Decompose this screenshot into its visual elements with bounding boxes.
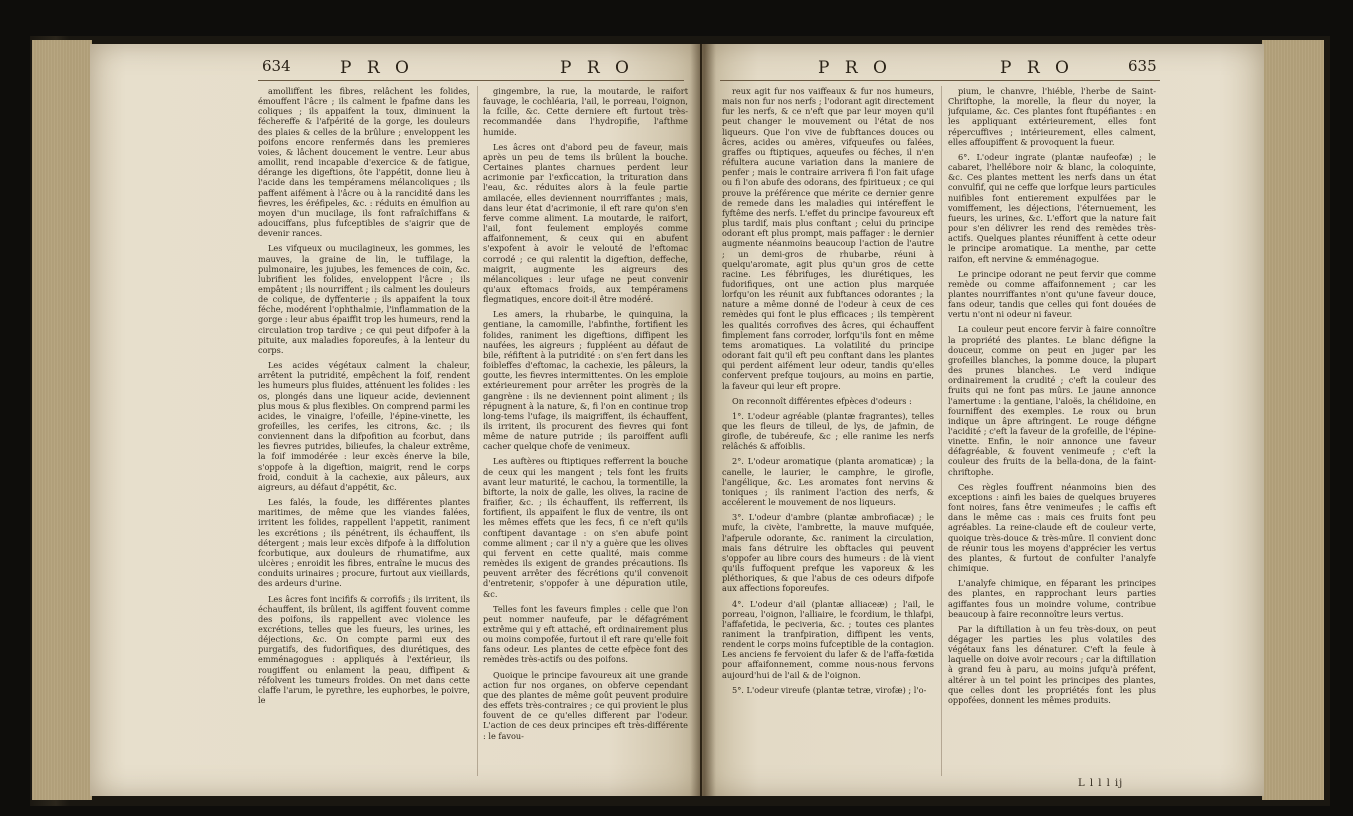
right-page-edges bbox=[1262, 40, 1324, 800]
paragraph: pium, le chanvre, l'hiéble, l'herbe de Saint-Chriftophe, la morelle, la fleur du noyer, la jufquiame, &c. Ces plantes font ftupéfiantes : en les appliquant extérieurement, elles font répercuffives ; intérieurement, elles calment, elles affoupiffent & provoquent la fueur. bbox=[948, 86, 1156, 147]
left-running-head-2: P R O bbox=[560, 58, 634, 78]
paragraph: Le principe odorant ne peut fervir que comme remède ou comme affaifonnement ; car les plantes nourriffantes n'ont qu'une faveur douce, fans odeur, tandis que celles qui font douées de vertu n'ont ni odeur ni faveur. bbox=[948, 268, 1156, 320]
paragraph: Ces règles fouffrent néanmoins bien des exceptions : ainfi les baies de quelques bruyeres font noires, fans être venimeufes ; le caffis eft dans le même cas : mais ces fruits font peu agréables. La reine-claude eft de couleur verte, quoique très-douce & très-mûre. Il convient donc de réunir tous les moyens d'apprécier les vertus des plantes, & furtout de confulter l'analyfe chimique. bbox=[948, 481, 1156, 574]
signature-mark: L l l l ij bbox=[1078, 778, 1124, 789]
paragraph: Les âcres font incififs & corrofifs ; ils irritent, ils échauffent, ils brûlent, ils agiffent fouvent comme des poifons, ils rappellent avec violence les excrétions, telles que les fueurs, les urines, les déjections, &c. On compte parmi eux des purgatifs, des fudorifiques, des diurétiques, des emménagogues : appliqués à l'extérieur, ils rougiffent ou enlament la peau, diffipent & réfolvent les tumeurs froides. On met dans cette claffe l'arum, le pyrethre, les euphorbes, le poivre, le bbox=[258, 593, 470, 706]
paragraph: 4°. L'odeur d'ail (plantæ alliaceæ) ; l'ail, le porreau, l'oignon, l'alliaire, le fcordium, le thlafpi, l'affafetida, le peciveria, &c. ; toutes ces plantes raniment la tranfpiration, diffipent les vents, rendent le corps moins fufceptible de la contagion. Les anciens fe fervoient du lafer & de l'affa-fœtida pour affaifonnement, comme nous-nous fervons aujourd'hui de l'ail & de l'oignon. bbox=[722, 598, 934, 680]
paragraph: 5°. L'odeur vireufe (plantæ tetræ, virofæ) ; l'o- bbox=[732, 684, 927, 695]
paragraph: Par la diftillation à un feu très-doux, on peut dégager les parties les plus volatiles des végétaux fans les dénaturer. C'eft la feule à laquelle on doive avoir recours ; car la diftillation à grand feu à paru, au moins jufqu'à préfent, altérer à un tel point les principes des plantes, que celles dont les propriétés font les plus oppofées, donnent les mêmes produits. bbox=[948, 623, 1156, 705]
right-header-rule bbox=[720, 80, 1160, 81]
paragraph: reux agit fur nos vaiffeaux & fur nos humeurs, mais non fur nos nerfs ; l'odorant agit directement fur les nerfs, & ce n'eft que par leur moyen qu'il peut changer le mouvement ou l'état de nos liqueurs. Que l'on vive de fubftances douces ou âcres, acides ou amères, vifqueufes ou falées, graffes ou ftiptiques, aqueufes ou féches, il n'en réfultera aucune variation dans la maniere de penfer ; mais le contraire arrivera fi l'on fait ufage ou fi l'on abufe des odorans, des fpiritueux ; ce qui prouve la préférence que mérite ce dernier genre de remede dans les maladies qui intéreffent le fyftême des nerfs. L'effet du principe favoureux eft plus tardif, mais plus conftant ; celui du principe odorant eft plus prompt, mais paffager : le dernier augmente néanmoins beaucoup l'action de l'autre ; un demi-gros de rhubarbe, réuni à quelqu'aromate, agit plus qu'un gros de cette racine. Les fébrifuges, les diurétiques, les fudorifiques, ont une action plus marquée lorfqu'on les réunit aux fubftances odorantes ; la nature a même donné de l'odeur à ceux de ces remèdes qui font le plus efficaces ; ils tempèrent les qualités corrofives des âcres, qui échauffent fimplement fans corroder, lorfqu'ils font en même tems aromatiques. La volatilité du principe odorant fait qu'il eft peu conftant dans les plantes qui perdent aifément leur odeur, tandis qu'elles confervent prefque toujours, au moins en partie, la faveur qui leur eft propre. bbox=[722, 86, 934, 391]
left-page-edges bbox=[32, 40, 92, 800]
paragraph: Les amers, la rhubarbe, le quinquina, la gentiane, la camomille, l'abfinthe, fortifient les folides, raniment les digeftions, diffipent les naufées, les aigreurs ; fuppléent au défaut de bile, réfiftent à la putridité : on s'en fert dans les foibleffes d'eftomac, la cachexie, les pâleurs, la goutte, les fievres intermittentes. On les emploie extérieurement pour arrêter les progrès de la gangrène : ils ne deviennent point aliment ; ils répugnent à la nature, &, fi l'on en continue trop long-tems l'ufage, ils maigriffent, ils échauffent, ils irritent, ils procurent des fievres qui font même de nature putride ; ils paroiffent aufli cacher quelque chofe de venimeux. bbox=[483, 309, 688, 452]
paragraph: 3°. L'odeur d'ambre (plantæ ambrofiacæ) ; le mufc, la civète, l'ambrette, la mauve mufquée, l'afperule odorante, &c. raniment la circulation, mais fans détruire les obftacles qui peuvent s'oppofer au libre cours des humeurs : de là vient qu'ils fuffoquent prefque les vaporeux & les pléthoriques, & que l'abus de ces odeurs difpofe aux affections foporeufes. bbox=[722, 512, 934, 594]
paragraph: 6°. L'odeur ingrate (plantæ naufeofæ) ; le cabaret, l'hellébore noir & blanc, la coloquinte, &c. Ces plantes mettent les nerfs dans un état convulfif, qui ne ceffe que lorfque leurs particules nuifibles font entierement expulfées par le vomiffement, les déjections, l'éternuement, les fueurs, les urines, &c. L'effort que la nature fait pour s'en délivrer les rend des remèdes très-actifs. Quelques plantes réuniffent à cette odeur le principe aromatique. La menthe, par cette raifon, eft nervine & emménagogue. bbox=[948, 151, 1156, 264]
paragraph: Les auftères ou ftiptiques refferrent la bouche de ceux qui les mangent ; tels font les fruits avant leur maturité, le cachou, la tormentille, la biftorte, la noix de galle, les olives, la racine de fraifier, &c. ; ils échauffent, ils refferrent, ils fortifient, ils appaifent le flux de ventre, ils ont les mêmes effets que les fecs, fi ce n'eft qu'ils conftipent davantage : on s'en abufe point comme aliment ; car il n'y a guère que les olives qui fervent en cette qualité, mais comme remèdes ils exigent de grandes précautions. Ils peuvent arrêter des fécrétions qu'il convenoit d'entretenir, s'oppofer à une dépuration utile, &c. bbox=[483, 456, 688, 599]
paragraph: Telles font les faveurs fimples : celle que l'on peut nommer naufeufe, par le défagrément extrême qui y eft attaché, eft ordinairement plus ou moins compofée, furtout il eft rare qu'elle foit fans odeur. Les plantes de cette efpèce font des remèdes très-actifs ou des poifons. bbox=[483, 603, 688, 665]
paragraph: gingembre, la rue, la moutarde, le raifort fauvage, le cochléaria, l'ail, le porreau, l'oignon, la fcille, &c. Cette derniere eft furtout très-recommandée dans l'hydropifie, l'afthme humide. bbox=[483, 86, 688, 137]
paragraph: amolliffent les fibres, relâchent les folides, émouffent l'âcre ; ils calment le fpafme dans les coliques ; ils appaifent la toux, diminuent la féchereffe & l'afpérité de la gorge, les douleurs des plaies & celles de la brûlure ; enveloppent les poifons encore renfermés dans les premieres voies, & lâchent doucement le ventre. Leur abus amollit, rend incapable d'exercice & de fatigue, dérange les digeftions, ôte l'appétit, donne lieu à l'acide dans les tempéramens mélancoliques ; ils paffent aifément à l'âcre ou à la rancidité dans les fievres, les éréfipeles, &c. : réduits en émulfion au moyen d'un mucilage, ils font rafraîchiffans & adouciffans, plus fufceptibles de s'aigrir que de devenir rances. bbox=[258, 86, 470, 239]
right-column-2 bbox=[948, 86, 1156, 754]
paragraph: Les âcres ont d'abord peu de faveur, mais après un peu de tems ils brûlent la bouche. Certaines plantes charnues perdent leur acrimonie par l'exficcation, la trituration dans l'eau, &c. réduites alors à la feule partie amilacée, elles deviennent nourriffantes ; mais, dans leur état d'acrimonie, il eft rare qu'on s'en ferve comme aliment. La moutarde, le raifort, l'ail, font feulement employés comme affaifonnement, & ceux qui en abufent s'expofent à avoir le velouté de l'eftomac corrodé ; ce qui ralentit la digeftion, deffeche, maigrit, augmente les aigreurs des mélancoliques : leur ufage ne peut convenir qu'aux eftomacs froids, aux tempéramens flegmatiques, encore doit-il être modéré. bbox=[483, 141, 688, 305]
left-page-number: 634 bbox=[262, 57, 291, 75]
paragraph: 2°. L'odeur aromatique (planta aromaticæ) ; la canelle, le laurier, le camphre, le girofle, l'angélique, &c. Les aromates font nervins & toniques ; ils raniment l'action des nerfs, & accélerent le mouvement de nos liqueurs. bbox=[722, 456, 934, 508]
right-page-number: 635 bbox=[1128, 57, 1157, 75]
left-running-head: P R O bbox=[340, 58, 414, 78]
paragraph: L'analyfe chimique, en féparant les principes des plantes, en rapprochant leurs parties agiffantes fous un moindre volume, contribue beaucoup à faire reconnoître leurs vertus. bbox=[948, 578, 1156, 619]
paragraph: Les falés, la foude, les différentes plantes maritimes, de même que les viandes falées, irritent les folides, rappellent l'appetit, raniment les excrétions ; ils pénétrent, ils échauffent, ils détergent ; mais leur excès difpofe à la diffolution fcorbutique, aux douleurs de rhumatifme, aux ulcères ; enroidit les fibres, entraîne le mucus des conduits urinaires ; procure, furtout aux vieillards, des ardeurs d'urine. bbox=[258, 497, 470, 589]
left-column-1 bbox=[258, 86, 470, 778]
paragraph: Les vifqueux ou mucilagineux, les gommes, les mauves, la graine de lin, le tuffilage, la pulmonaire, les jujubes, les femences de coin, &c. lubrifient les folides, enveloppent l'âcre ; ils empâtent ; ils nourriffent ; ils calment les douleurs de colique, de dyffenterie ; ils appaifent la toux féche, modérent l'ophthalmie, l'inflammation de la gorge : leur abus épaiffit trop les humeurs, rend la circulation trop tardive ; ce qui peut difpofer à la pituite, aux maladies foporeufes, à la lenteur du corps. bbox=[258, 243, 470, 355]
left-header-rule bbox=[258, 80, 684, 81]
right-running-head-2: P R O bbox=[1000, 58, 1074, 78]
paragraph: La couleur peut encore fervir à faire connoître la propriété des plantes. Le blanc défigne la douceur, comme on peut en juger par les grofeilles blanches, la pomme douce, la plupart des prunes blanches. Le verd indique ordinairement la crudité ; c'eft la couleur des fruits qui ne font pas mûrs. Le jaune annonce l'amertume : la gentiane, l'aloës, la chélidoine, en fourniffent des exemples. Le roux ou brun indique un âpre aftringent. Le rouge défigne l'acidité ; c'eft la faveur de la grofeille, de l'épine-vinette. Enfin, le noir annonce une faveur défagréable, & fouvent venimeufe ; c'eft la couleur des fruits de la bella-dona, de la faint-chriftophe. bbox=[948, 324, 1156, 477]
left-column-divider bbox=[477, 86, 478, 776]
paragraph: Quoique le principe favoureux ait une grande action fur nos organes, on obferve cependant que des plantes de même goût peuvent produire des effets très-contraires ; ce qui provient le plus fouvent de ce qu'elles different par l'odeur. L'action de ces deux principes eft très-différente : le favou- bbox=[483, 669, 688, 741]
right-running-head: P R O bbox=[818, 58, 892, 78]
right-column-divider bbox=[941, 86, 942, 776]
paragraph: Les acides végétaux calment la chaleur, arrêtent la putridité, empêchent la foif, rendent les humeurs plus fluides, atténuent les folides : les os, plongés dans une liqueur acide, deviennent plus mous & plus flexibles. On comprend parmi les acides, le vinaigre, l'ofeille, l'épine-vinette, les grofeilles, les cerifes, les citrons, &c. ; ils conviennent dans la difpofition au fcorbut, dans les fievres putrides, bilieufes, la chaleur extrême, la foif immodérée : leur excès énerve la bile, s'oppofe à la digeftion, maigrit, rend le corps froid, conduit à la cachexie, aux pâleurs, aux aigreurs, au défaut d'appétit, &c. bbox=[258, 360, 470, 492]
book-gutter bbox=[690, 44, 716, 796]
left-column-2 bbox=[483, 86, 688, 778]
paragraph: 1°. L'odeur agréable (plantæ fragrantes), telles que les fleurs de tilleul, de lys, de jafmin, de girofle, de tubéreufe, &c ; elle ranime les nerfs relâchés & affoiblis. bbox=[722, 410, 934, 452]
right-column-1 bbox=[722, 86, 934, 778]
paragraph: On reconnoît différentes efpèces d'odeurs : bbox=[732, 395, 912, 406]
